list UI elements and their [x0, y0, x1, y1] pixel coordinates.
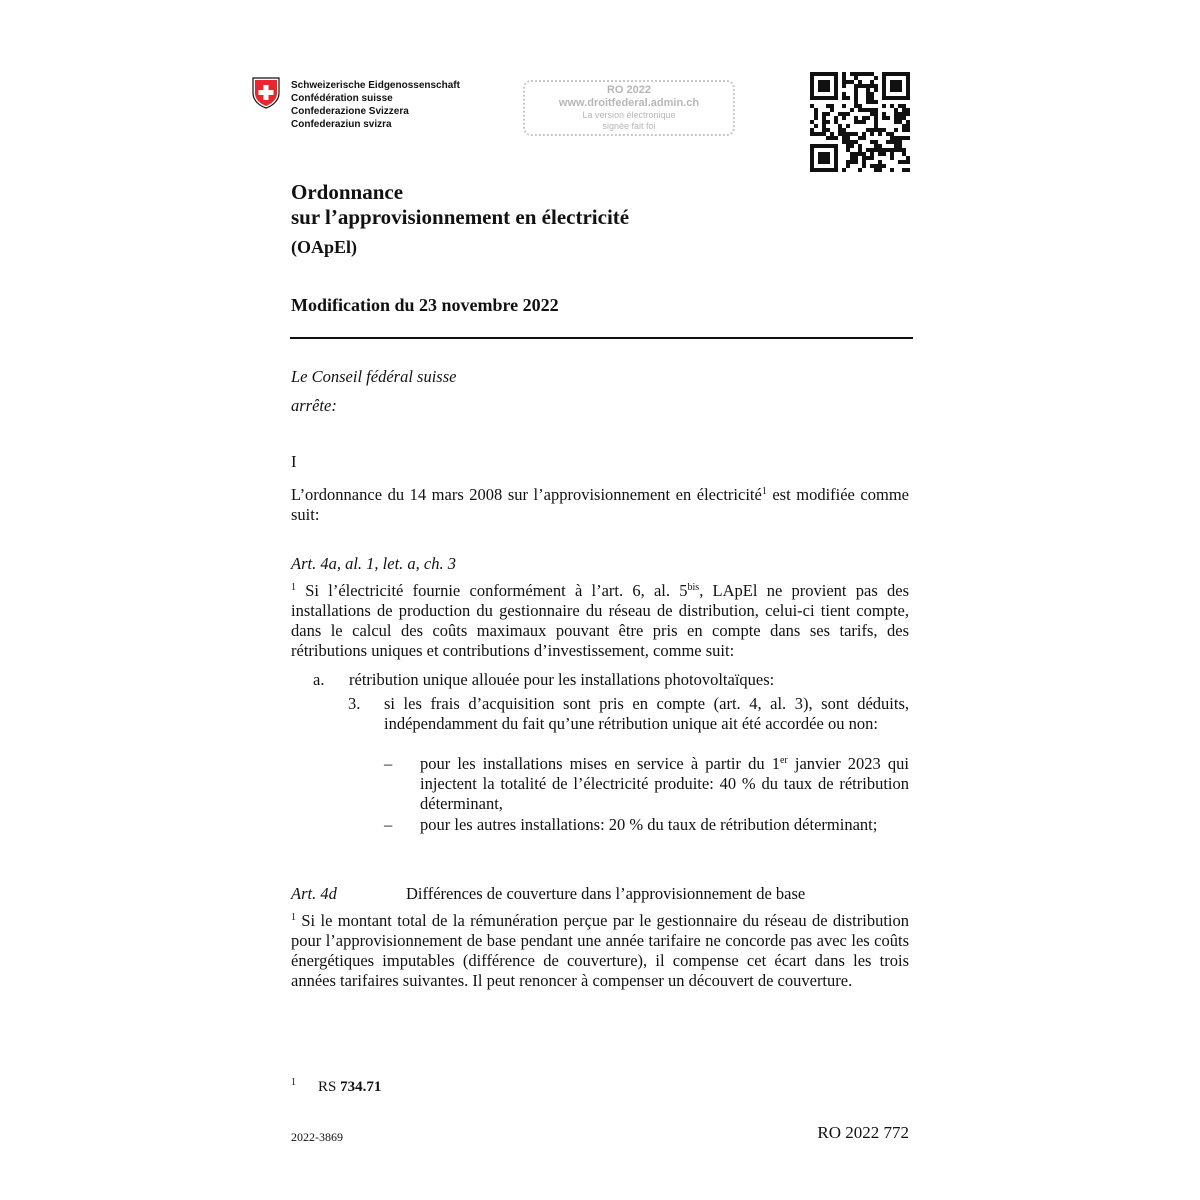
title-divider — [290, 337, 913, 339]
preamble-decrees: arrête: — [291, 396, 337, 415]
preamble-authority: Le Conseil fédéral suisse — [291, 367, 457, 386]
section-intro-text-end: est modifiée comme suit: — [291, 485, 909, 524]
confederation-name-de: Schweizerische Eidgenossenschaft — [291, 80, 460, 91]
confederation-names — [291, 79, 460, 131]
title-line-1: Ordonnance — [291, 180, 404, 204]
art4a-paragraph — [291, 581, 909, 661]
dash-marker-1: – — [384, 754, 393, 773]
dash-item-1-text — [420, 754, 909, 814]
art4d-para-number: 1 — [291, 912, 296, 923]
ordinance-title — [291, 180, 629, 230]
footnote-number: 1 — [291, 1077, 296, 1088]
art4a-para-sup: bis — [687, 582, 700, 593]
title-abbreviation: (OApEl) — [291, 237, 358, 257]
qr-code-icon — [810, 72, 910, 172]
list-marker-a: a. — [313, 670, 325, 689]
list-item-a-text: rétribution unique allouée pour les installations photovoltaïques: — [349, 670, 775, 689]
swiss-cross-shield-icon — [252, 77, 280, 109]
list-item-3 — [348, 694, 909, 754]
electronic-version-stamp — [523, 80, 735, 136]
art4a-para-text: Si l’électricité fournie conformément à l’art. 6, al. 5 — [296, 581, 688, 600]
confederation-name-rm: Confederaziun svizra — [291, 119, 392, 130]
list-marker-3: 3. — [348, 694, 361, 713]
section-intro — [291, 485, 909, 525]
art4d-title: Différences de couverture dans l’approvisionnement de base — [406, 884, 806, 903]
modification-date: Modification du 23 novembre 2022 — [291, 295, 559, 315]
art4a-para-number: 1 — [291, 582, 296, 593]
section-intro-text: L’ordonnance du 14 mars 2008 sur l’approvisionnement en électricité — [291, 485, 762, 504]
dash-marker-2: – — [384, 815, 393, 834]
dash-item-2 — [384, 815, 909, 855]
dash-item-1-text-start: pour les installations mises en service à partir du 1 — [420, 754, 780, 773]
stamp-note-1: La version électronique — [582, 110, 676, 120]
confederation-name-fr: Confédération suisse — [291, 93, 393, 104]
art4a-para-text-end: , LApEl ne provient pas des installations de production du gestionnaire du réseau de distribution, celui-ci tient compte, dans le calcul des coûts maximaux pouvant être pris en compte dans ses tarifs, des rétributions uniques et contributions d’investissement, comme suit: — [291, 581, 909, 660]
footnote-prefix: RS — [318, 1079, 341, 1095]
art4a-heading: Art. 4a, al. 1, let. a, ch. 3 — [291, 554, 456, 573]
list-item-3-text: si les frais d’acquisition sont pris en compte (art. 4, al. 3), sont déduits, indépendamment du fait qu’une rétribution unique ait été accordée ou non: — [384, 694, 909, 733]
stamp-url[interactable]: www.droitfederal.admin.ch — [558, 97, 700, 109]
art4d-paragraph — [291, 911, 909, 991]
footnote-ref[interactable]: 1 — [761, 486, 767, 497]
document-number: 2022-3869 — [291, 1130, 343, 1144]
stamp-ro: RO 2022 — [606, 84, 652, 96]
art4d-heading: Art. 4d — [291, 884, 337, 903]
stamp-note-2: signée fait foi — [602, 121, 656, 131]
art4d-para-text: Si le montant total de la rémunération perçue par le gestionnaire du réseau de distribution pour l’approvisionnement de base pendant une année tarifaire ne concorde pas avec les coûts énergétiques imputables (différence de couverture), il compense cet écart dans les trois années tarifaires suivantes. Il peut renoncer à compenser un découvert de couverture. — [291, 911, 909, 990]
dash-item-1 — [384, 754, 909, 814]
footnote-ref-number: 734.71 — [340, 1079, 382, 1095]
list-item-a — [313, 670, 909, 690]
dash-item-1-text-end: janvier 2023 qui injectent la totalité de l’électricité produite: 40 % du taux de rétribution déterminant, — [420, 754, 909, 813]
section-numeral: I — [291, 452, 297, 471]
ro-reference: RO 2022 772 — [817, 1123, 909, 1142]
footnote — [291, 1079, 381, 1096]
confederation-name-it: Confederazione Svizzera — [291, 106, 409, 117]
dash-item-2-text: pour les autres installations: 20 % du taux de rétribution déterminant; — [420, 815, 878, 834]
dash-item-1-sup: er — [779, 755, 788, 766]
title-line-2: sur l’approvisionnement en électricité — [291, 205, 630, 229]
